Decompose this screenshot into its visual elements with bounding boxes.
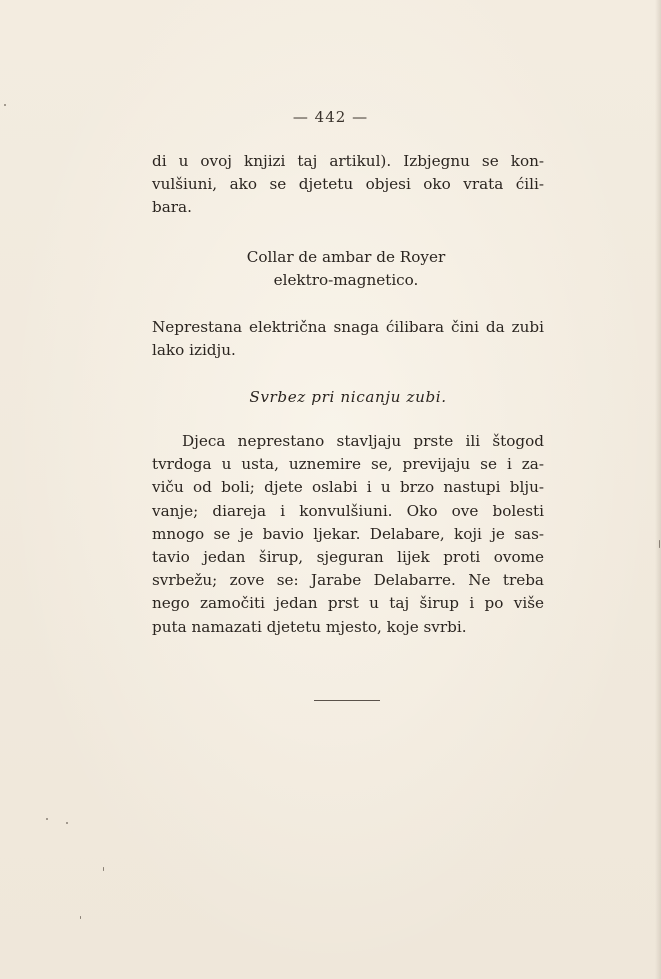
paragraph-3-line: puta namazati djetetu mjesto, koje svrbi. (152, 617, 467, 636)
paragraph-3-line: nego zamočiti jedan prst u taj širup i po više (152, 594, 544, 613)
paragraph-3-line: viču od boli; djete oslabi i u brzo nastupi blju- (152, 478, 544, 497)
product-name-line: elektro-magnetico. (273, 271, 419, 290)
section-heading: Svrbez pri nicanju zubi. (249, 388, 447, 406)
paragraph-1-line: bara. (152, 198, 192, 217)
paragraph-3-line: mnogo se je bavio ljekar. Delabare, koji je sas- (152, 524, 544, 543)
paragraph-1-line: di u ovoj knjizi taj artikul). Izbjegnu se kon- (152, 152, 544, 170)
page-edge-shadow (655, 0, 661, 979)
paragraph-3-line: svrbežu; zove se: Jarabe Delabarre. Ne treba (152, 571, 544, 590)
paragraph-3-line: tvrdoga u usta, uznemire se, previjaju se i za- (152, 455, 544, 474)
paragraph-3-line: tavio jedan širup, sjeguran lijek proti ovome (152, 548, 544, 567)
end-separator-rule (314, 700, 380, 701)
section-heading-block (152, 386, 544, 409)
page-number: — 442 — (292, 108, 369, 126)
paragraph-2-line: lako izidju. (152, 341, 236, 360)
paper-speck (46, 818, 48, 820)
paper-speck (659, 540, 660, 548)
paragraph-3 (152, 430, 544, 639)
paragraph-2-line: Neprestana električna snaga ćilibara čini da zubi (152, 318, 544, 336)
paper-speck (4, 104, 6, 106)
paper-speck (80, 916, 81, 919)
product-name-line: Collar de ambar de Royer (246, 248, 446, 266)
paper-speck (66, 822, 68, 824)
paragraph-2 (152, 316, 544, 362)
paragraph-3-line: Djeca neprestano stavljaju prste ili štogod (182, 432, 544, 450)
product-name (150, 246, 542, 292)
paragraph-1 (152, 150, 544, 220)
paper-speck (103, 867, 104, 871)
paragraph-1-line: vulšiuni, ako se djetetu objesi oko vrata ćili- (152, 175, 544, 194)
paragraph-3-line: vanje; diareja i konvulšiuni. Oko ove bolesti (152, 501, 544, 520)
